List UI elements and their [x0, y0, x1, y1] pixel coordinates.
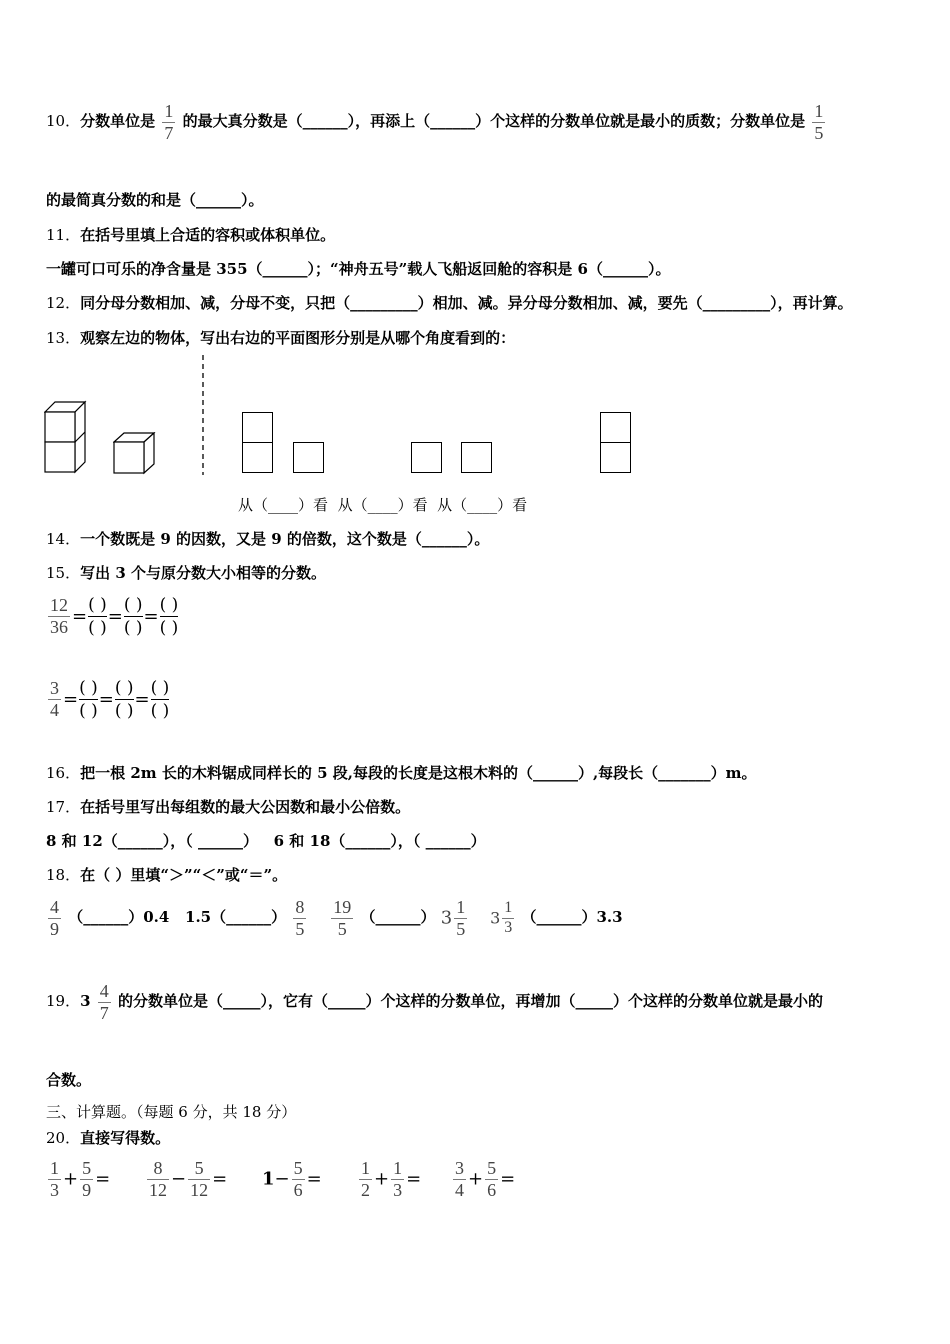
question-text: 把一根 2m 长的木料锯成同样长的 5 段,每段的长度是这根木料的（______）,每段长（_______）m。: [80, 764, 757, 782]
fraction-1-5: $\frac{1}{5}$: [456, 897, 466, 939]
fraction-4-7: $\frac{4}{7}$: [99, 981, 109, 1023]
question-text: 同分母分数相加、减，分母不变，只把（_________）相加、减。异分母分数相加、减，要先（_________），再计算。: [80, 294, 853, 312]
question-number: 14．: [46, 530, 81, 548]
blank-fraction[interactable]: $\frac{( )}{( )}$: [88, 595, 107, 639]
view-label-2: 从（____）看: [337, 496, 428, 514]
question-number: 11．: [46, 226, 81, 244]
section-title: 三、计算题。（每题 6 分，共 18 分）: [46, 1103, 297, 1121]
view-2-right-square: [461, 442, 492, 473]
calc-item-4: $\frac{1}{2}$ + $\frac{1}{3}$ =: [361, 1158, 422, 1200]
fraction-4-9: $\frac{4}{9}$: [50, 897, 59, 939]
blank-fraction[interactable]: $\frac{( )}{( )}$: [159, 595, 179, 639]
fraction-8-5: $\frac{8}{5}$: [295, 897, 305, 939]
question-number: 13．: [46, 329, 81, 347]
dashed-divider: [200, 355, 206, 475]
view-1-bottom-square: [242, 442, 273, 473]
question-11-body: 一罐可口可乐的净含量是 355（______）；“神舟五号”载人飞船返回舱的容积是 6（______）。: [46, 260, 671, 278]
question-text: 分数单位是: [80, 112, 156, 131]
question-text: 观察左边的物体，写出右边的平面图形分别是从哪个角度看到的：: [80, 329, 516, 347]
question-14: [46, 528, 489, 549]
question-text: 在括号里填上合适的容积或体积单位。: [80, 226, 336, 244]
question-13: [46, 327, 515, 348]
question-19-continued: 合数。: [46, 1071, 92, 1089]
calc-item-3: 1− $\frac{5}{6}$ =: [262, 1158, 322, 1200]
view-1-right-square: [293, 442, 324, 473]
fraction-12-36: $\frac{12}{36}$: [50, 595, 68, 638]
compare-c-blank: （______）: [360, 908, 436, 927]
question-number: 16．: [46, 764, 81, 782]
blank-fraction[interactable]: $\frac{( )}{( )}$: [150, 678, 170, 722]
fraction-19-5: $\frac{19}{5}$: [333, 897, 352, 939]
stacked-cubes-figure: [44, 400, 90, 476]
question-18-body: [46, 897, 623, 939]
question-19: [46, 981, 823, 1023]
question-number: 15．: [46, 564, 81, 582]
fraction-one-seventh: $\frac{1}{7}$: [164, 101, 174, 143]
question-text: 的分数单位是（_____），它有（_____）个这样的分数单位，再增加（_____）个这样的分数单位就是最小的: [118, 992, 824, 1011]
blank-fraction[interactable]: $\frac{( )}{( )}$: [123, 595, 143, 639]
question-15: [46, 562, 326, 583]
view-label-3: 从（____）看: [437, 496, 528, 514]
view-2-left-square: [411, 442, 442, 473]
fraction-3-4: $\frac{3}{4}$: [50, 678, 59, 721]
question-number: 20．: [46, 1129, 81, 1147]
question-number: 17．: [46, 798, 81, 816]
blank-fraction[interactable]: $\frac{( )}{( )}$: [114, 678, 134, 722]
view-3-top-square: [600, 412, 631, 443]
question-20: [46, 1127, 170, 1148]
blank-fraction[interactable]: $\frac{( )}{( )}$: [79, 678, 98, 722]
question-11: [46, 224, 335, 245]
mixed-whole: 3: [80, 992, 91, 1011]
view-label-1: 从（____）看: [238, 496, 329, 514]
question-16: [46, 762, 757, 783]
compare-b-left: 1.5（______）: [185, 908, 287, 927]
question-number: 18．: [46, 866, 81, 884]
question-number: 12．: [46, 294, 81, 312]
question-10-continued: 的最简真分数的和是（______）。: [46, 191, 264, 209]
mixed-whole: 3: [440, 907, 453, 929]
view-1-top-square: [242, 412, 273, 443]
calc-item-1: $\frac{1}{3}$ + $\frac{5}{9}$ =: [50, 1158, 111, 1200]
question-text: 一个数既是 9 的因数，又是 9 的倍数，这个数是（______）。: [80, 530, 490, 548]
question-text: 的最大真分数是（______），再添上（______）个这样的分数单位就是最小的质数；分数单位是: [182, 112, 806, 131]
equivalent-fractions-row-1: $\frac{12}{36}$ = $\frac{( )}{( )}$ = $\frac{( )}{( )}$ = $\frac{( )}{( )}$: [50, 595, 179, 639]
view-3-bottom-square: [600, 442, 631, 473]
equivalent-fractions-row-2: $\frac{3}{4}$ = $\frac{( )}{( )}$ = $\frac{( )}{( )}$ = $\frac{( )}{( )}$: [50, 678, 170, 722]
compare-a: （______）0.4: [68, 908, 170, 927]
question-17: [46, 796, 410, 817]
question-10: [46, 101, 827, 143]
fraction-one-fifth: $\frac{1}{5}$: [814, 101, 824, 143]
question-text: 直接写得数。: [80, 1129, 171, 1147]
question-number: 19．: [46, 992, 81, 1011]
question-17-body: 8 和 12（______），（ ______） 6 和 18（______），（ ______）: [46, 832, 486, 850]
calc-item-5: $\frac{3}{4}$ + $\frac{5}{6}$ =: [455, 1158, 516, 1200]
question-text: 在（ ）里填“＞”“＜”或“＝”。: [80, 866, 288, 884]
question-18: [46, 864, 287, 885]
view-labels: [238, 494, 527, 515]
question-text: 在括号里写出每组数的最大公因数和最小公倍数。: [80, 798, 411, 816]
calc-item-2: $\frac{8}{12}$ − $\frac{5}{12}$ =: [149, 1158, 228, 1200]
fraction-1-3: $\frac{1}{3}$: [504, 899, 513, 936]
question-12: [46, 292, 853, 313]
single-cube-figure: [113, 432, 159, 476]
question-text: 写出 3 个与原分数大小相等的分数。: [80, 564, 326, 582]
question-number: 10．: [46, 112, 81, 131]
mixed-whole: 3: [490, 908, 501, 928]
compare-d: （______）3.3: [521, 908, 623, 927]
